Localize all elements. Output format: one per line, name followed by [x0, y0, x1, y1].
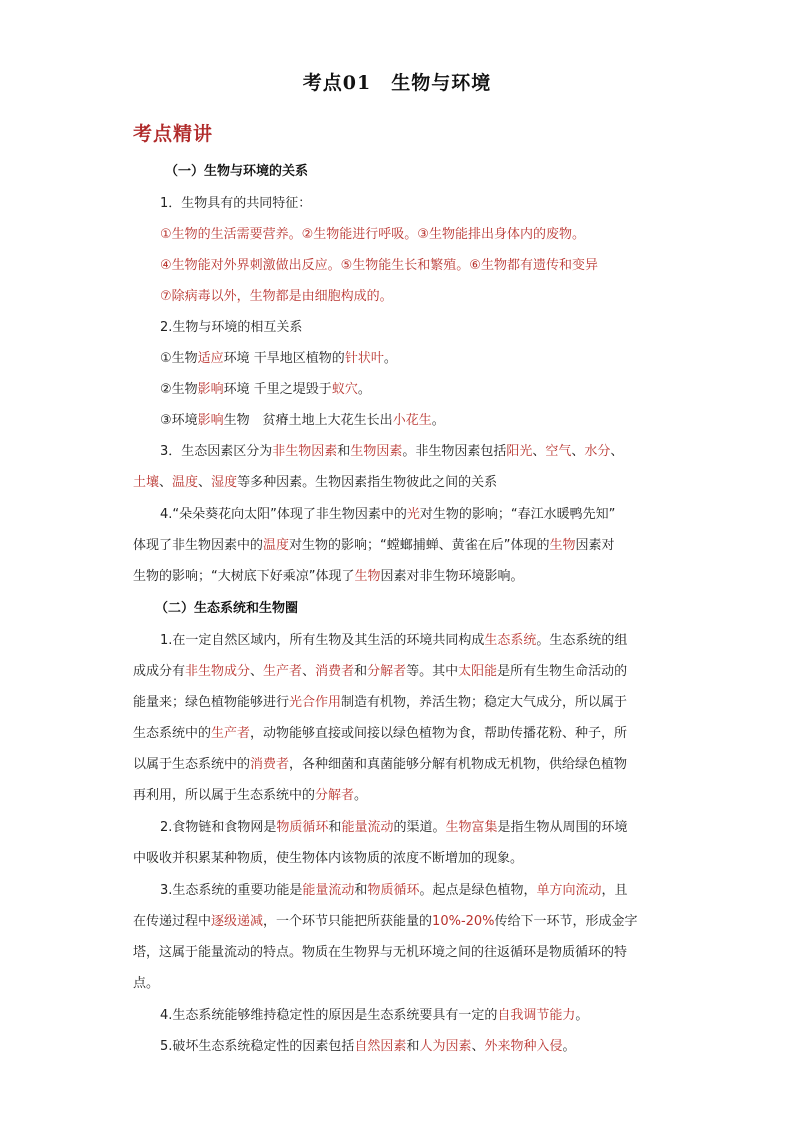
para1-line3: 能量来；绿色植物能够进行光合作用制造有机物，养活生物；稳定大气成分，所以属于 — [133, 695, 628, 710]
item2-label: 2.生物与环境的相互关系 — [160, 320, 303, 335]
item2-b: ②生物影响环境 千里之堤毁于蚁穴。 — [160, 382, 371, 397]
section-heading: 考点精讲 — [133, 123, 214, 145]
para5-line: 5.破坏生态系统稳定性的因素包括自然因素和人为因素、外来物种入侵。 — [160, 1039, 576, 1054]
para3-line2: 在传递过程中逐级递减，一个环节只能把所获能量的10%-20%传给下一环节，形成金字 — [133, 914, 638, 929]
item1-line2: ④生物能对外界刺激做出反应。⑤生物能生长和繁殖。⑥生物都有遗传和变异 — [160, 258, 598, 273]
para3-line3: 塔，这属于能量流动的特点。物质在生物界与无机环境之间的往返循环是物质循环的特 — [133, 945, 628, 960]
part1-heading: （一）生物与环境的关系 — [165, 164, 309, 179]
item4-line2: 体现了非生物因素中的温度对生物的影响；“螳螂捕蝉、黄雀在后”体现的生物因素对 — [133, 538, 615, 553]
item1-label: 1．生物具有的共同特征： — [160, 196, 312, 211]
para1-line1: 1.在一定自然区域内，所有生物及其生活的环境共同构成生态系统。生态系统的组 — [160, 633, 628, 648]
para2-line1: 2.食物链和食物网是物质循环和能量流动的渠道。生物富集是指生物从周围的环境 — [160, 820, 628, 835]
para3-line1: 3.生态系统的重要功能是能量流动和物质循环。起点是绿色植物，单方向流动，且 — [160, 883, 628, 898]
item2-c: ③环境影响生物 贫瘠土地上大花生长出小花生。 — [160, 413, 445, 428]
item4-line3: 生物的影响；“大树底下好乘凉”体现了生物因素对非生物环境影响。 — [133, 569, 524, 584]
item3-line1: 3．生态因素区分为非生物因素和生物因素。非生物因素包括阳光、空气、水分、 — [160, 444, 624, 459]
para3-line4: 点。 — [133, 976, 160, 991]
item4-line1: 4.“朵朵葵花向太阳”体现了非生物因素中的光对生物的影响；“春江水暖鸭先知” — [160, 507, 616, 522]
para1-line4: 生态系统中的生产者，动物能够直接或间接以绿色植物为食，帮助传播花粉、种子，所 — [133, 726, 628, 741]
page-title: 考点01 生物与环境 — [302, 72, 492, 94]
item3-line2: 土壤、温度、湿度等多种因素。生物因素指生物彼此之间的关系 — [133, 475, 498, 490]
para1-line2: 成成分有非生物成分、生产者、消费者和分解者等。其中太阳能是所有生物生命活动的 — [133, 664, 628, 679]
para1-line5: 以属于生态系统中的消费者，各种细菌和真菌能够分解有机物成无机物，供给绿色植物 — [133, 757, 628, 772]
item1-line1: ①生物的生活需要营养。②生物能进行呼吸。③生物能排出身体内的废物。 — [160, 227, 585, 242]
para1-line6: 再利用，所以属于生态系统中的分解者。 — [133, 788, 368, 803]
para2-line2: 中吸收并积累某种物质，使生物体内该物质的浓度不断增加的现象。 — [133, 851, 524, 866]
para4-line: 4.生态系统能够维持稳定性的原因是生态系统要具有一定的自我调节能力。 — [160, 1008, 589, 1023]
part2-heading: （二）生态系统和生物圈 — [155, 601, 299, 616]
item2-a: ①生物适应环境 干旱地区植物的针状叶。 — [160, 351, 397, 366]
item1-line3: ⑦除病毒以外，生物都是由细胞构成的。 — [160, 289, 393, 304]
